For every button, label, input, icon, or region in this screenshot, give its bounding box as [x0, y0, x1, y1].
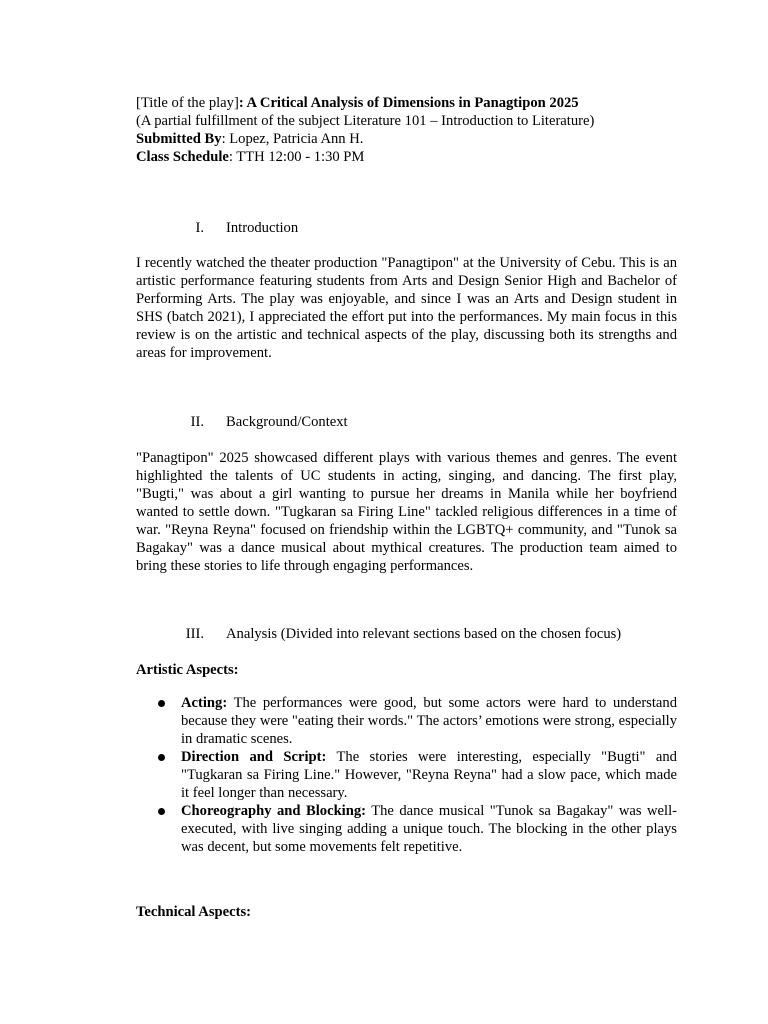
- item-label: Choreography and Blocking:: [181, 803, 367, 819]
- section-title: Introduction: [226, 220, 299, 236]
- item-text: The performances were good, but some actors were hard to understand because they were "eating their words." The actors’ emotions were strong, especially in dramatic scenes.: [181, 695, 677, 747]
- section-number: I.: [195, 220, 204, 236]
- section-heading-background: [136, 413, 681, 431]
- section-title: Analysis (Divided into relevant sections based on the chosen focus): [226, 626, 622, 642]
- background-paragraph: "Panagtipon" 2025 showcased different plays with various themes and genres. The event highlighted the talents of UC students in acting, singing, and dancing. The first play, "Bugti," was about a girl wanting to pursue her dreams in Manila while her boyfriend wanted to settle down. "Tugkaran sa Firing Line" tackled religious differences in a time of war. "Reyna Reyna" focused on friendship within the LGBTQ+ community, and "Tunok sa Bagakay" was a dance musical about mythical creatures. The production team aimed to bring these stories to life through engaging performances.: [136, 450, 677, 574]
- bullet-icon: [158, 754, 165, 761]
- list-item: [136, 694, 677, 748]
- item-label: Acting:: [181, 695, 228, 711]
- item-text: The dance musical "Tunok sa Bagakay" was well-executed, with live singing adding a unique touch. The blocking in the other plays was decent, but some movements felt repetitive.: [181, 803, 677, 855]
- class-schedule-value: : TTH 12:00 - 1:30 PM: [228, 149, 365, 165]
- document-header: [136, 94, 681, 166]
- bullet-icon: [158, 700, 165, 707]
- section-heading-analysis: [136, 625, 681, 643]
- bullet-icon: [158, 808, 165, 815]
- submitted-by-line: [136, 130, 681, 148]
- title-line: [136, 94, 681, 112]
- class-schedule-line: [136, 148, 681, 166]
- class-schedule-label: Class Schedule: [136, 149, 229, 165]
- submitted-by-label: Submitted By: [136, 131, 222, 147]
- section-title: Background/Context: [226, 414, 348, 430]
- technical-aspects-heading: Technical Aspects:: [136, 904, 251, 920]
- section-heading-introduction: [136, 219, 681, 237]
- title-prefix: [Title of the play]: [136, 95, 239, 111]
- list-item: [136, 802, 677, 856]
- subtitle: (A partial fulfillment of the subject Literature 101 – Introduction to Literature): [136, 113, 595, 129]
- submitted-by-value: : Lopez, Patricia Ann H.: [221, 131, 364, 147]
- list-item: [136, 748, 677, 802]
- section-number: III.: [185, 626, 204, 642]
- section-number: II.: [190, 414, 204, 430]
- artistic-aspects-list: [136, 694, 677, 856]
- item-text: The stories were interesting, especially "Bugti" and "Tugkaran sa Firing Line." However, "Reyna Reyna" had a slow pace, which made it feel longer than necessary.: [181, 749, 677, 801]
- introduction-paragraph: I recently watched the theater production "Panagtipon" at the University of Cebu. This is an artistic performance featuring students from Arts and Design Senior High and Bachelor of Performing Arts. The play was enjoyable, and since I was an Arts and Design student in SHS (batch 2021), I appreciated the effort put into the performances. My main focus in this review is on the artistic and technical aspects of the play, discussing both its strengths and areas for improvement.: [136, 255, 677, 361]
- item-label: Direction and Script:: [181, 749, 327, 765]
- artistic-aspects-heading: Artistic Aspects:: [136, 662, 239, 678]
- document-title: : A Critical Analysis of Dimensions in Panagtipon 2025: [238, 95, 579, 111]
